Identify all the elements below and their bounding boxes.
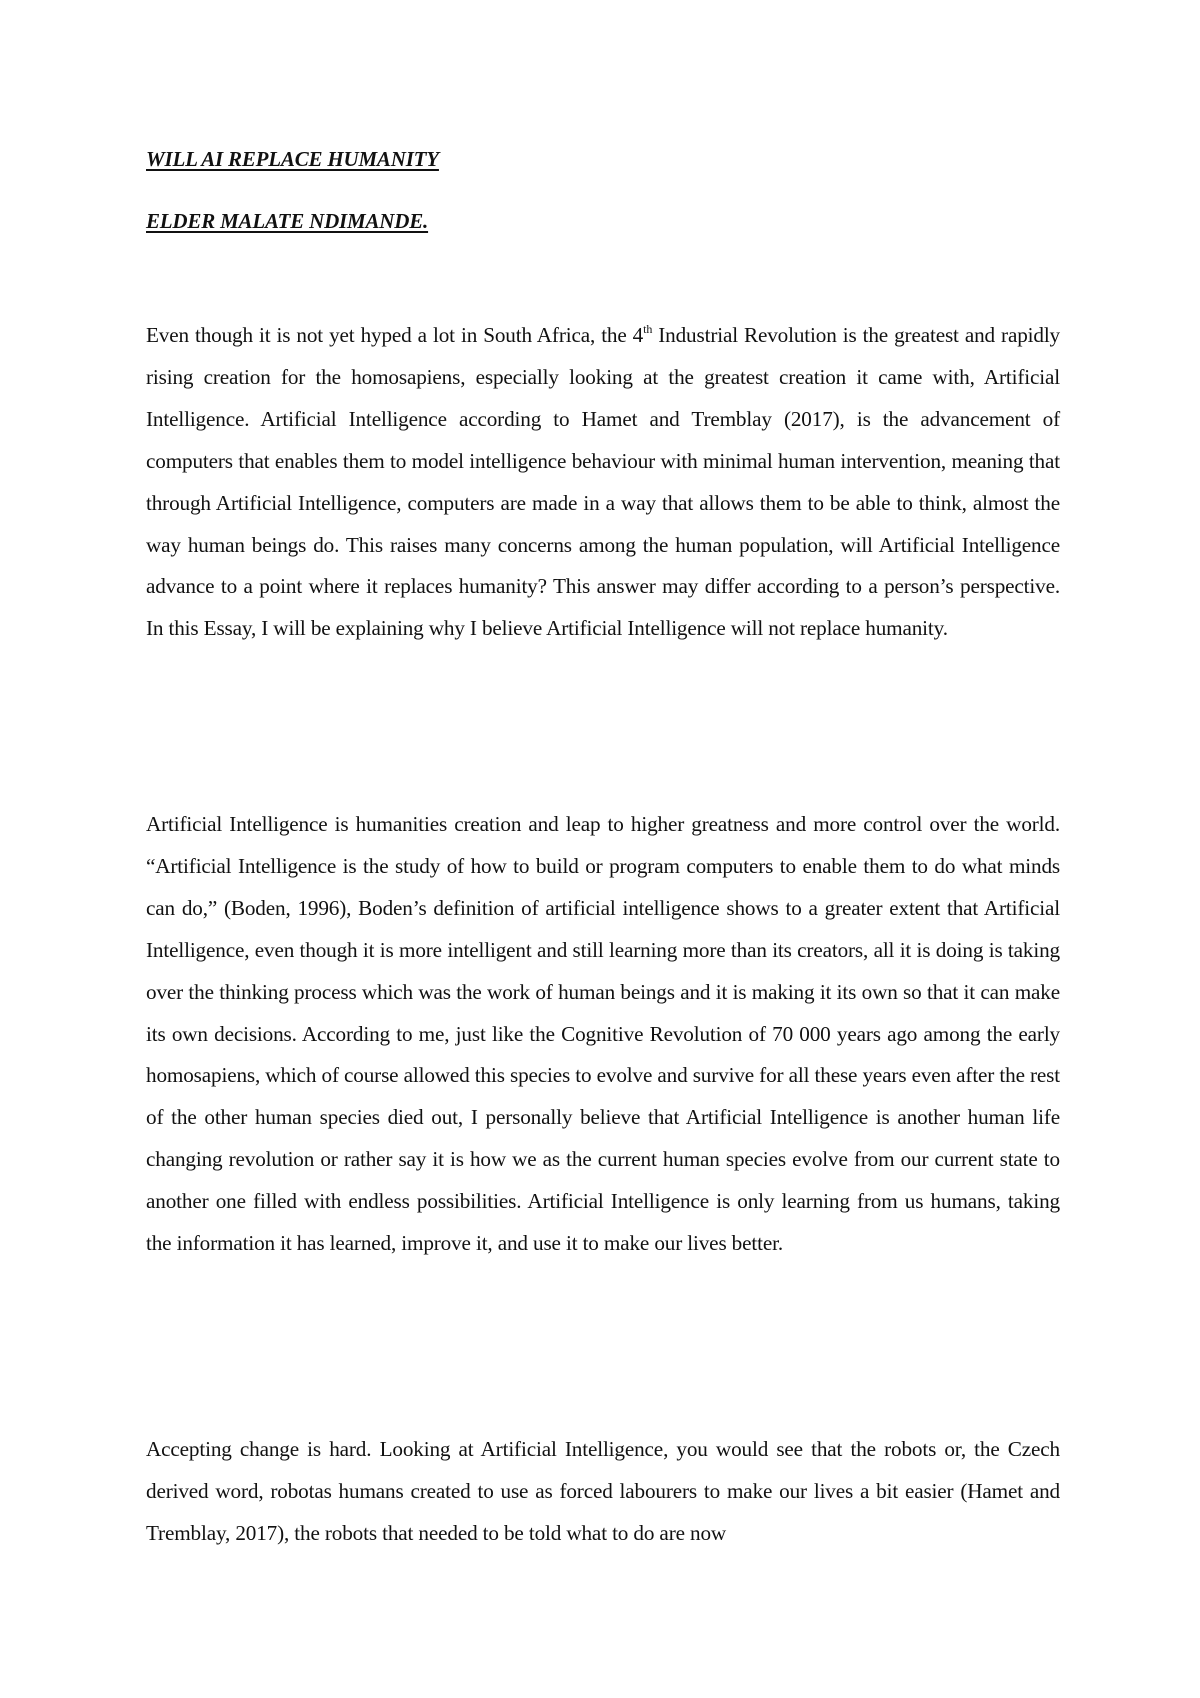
paragraph-body-1: Artificial Intelligence is humanities creation and leap to higher greatness and more control over the world. “Artificial Intelligence is the study of how to build or program computers to enable them to do what minds can do,” (Boden, 1996), Boden’s definition of artificial intelligence shows to a greater extent that Artificial Intelligence, even though it is more intelligent and still learning more than its creators, all it is doing is taking over the thinking process which was the work of human beings and it is making it its own so that it can make its own decisions. According to me, just like the Cognitive Revolution of 70 000 years ago among the early homosapiens, which of course allowed this species to evolve and survive for all these years even after the rest of the other human species died out, I personally believe that Artificial Intelligence is another human life changing revolution or rather say it is how we as the current human species evolve from our current state to another one filled with endless possibilities. Artificial Intelligence is only learning from us humans, taking the information it has learned, improve it, and use it to make our lives better. (146, 812, 1060, 1256)
document-author: ELDER MALATE NDIMANDE. (146, 209, 429, 233)
paragraph-intro (146, 315, 1060, 650)
ordinal-superscript: th (643, 321, 653, 336)
paragraph-intro-rest: Industrial Revolution is the greatest and rapidly rising creation for the homosapiens, especially looking at the greatest creation it came with, Artificial Intelligence. Artificial Intelligence according to Hamet and Tremblay (2017), is the advancement of computers that enables them to model intelligence behaviour with minimal human intervention, meaning that through Artificial Intelligence, computers are made in a way that allows them to be able to think, almost the way human beings do. This raises many concerns among the human population, will Artificial Intelligence advance to a point where it replaces humanity? This answer may differ according to a person’s perspective. In this Essay, I will be explaining why I believe Artificial Intelligence will not replace humanity. (146, 323, 1060, 641)
document-title: WILL AI REPLACE HUMANITY (146, 147, 439, 171)
paragraph-body-2: Accepting change is hard. Looking at Artificial Intelligence, you would see that the robots or, the Czech derived word, robotas humans created to use as forced labourers to make our lives a bit easier (Hamet and Tremblay, 2017), the robots that needed to be told what to do are now (146, 1437, 1060, 1545)
paragraph-intro-start: Even though it is not yet hyped a lot in South Africa, the 4 (146, 323, 644, 347)
